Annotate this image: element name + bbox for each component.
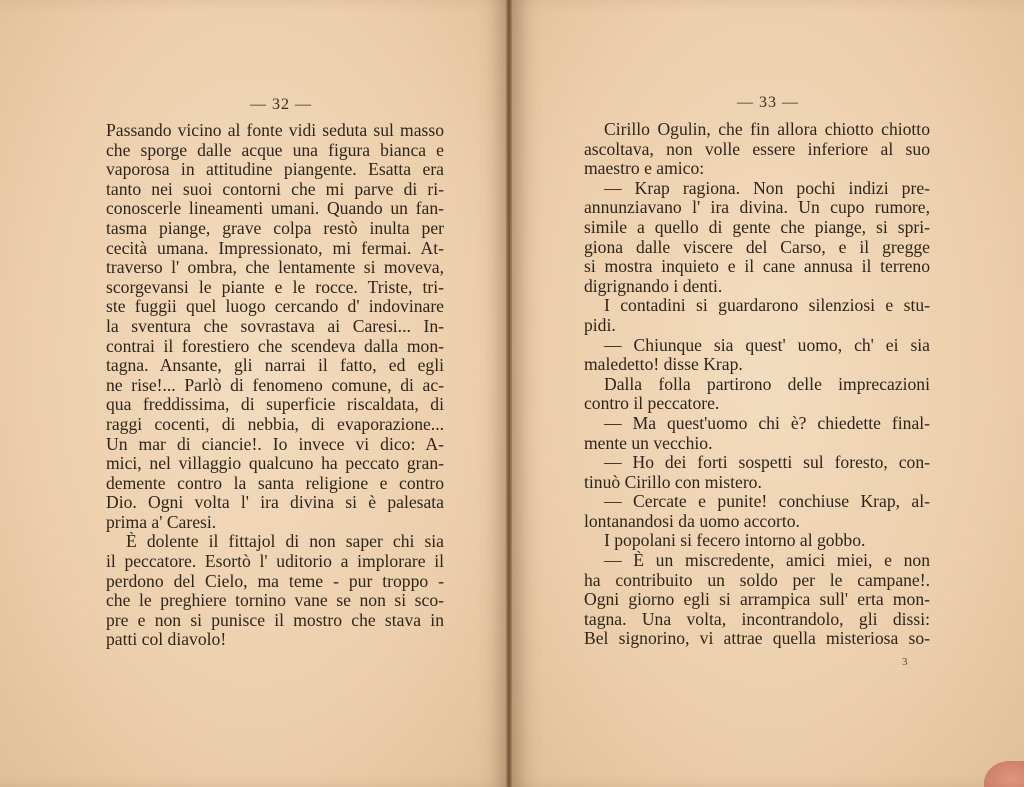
text-line: mici, nel villaggio qualcuno ha peccato gran- — [106, 454, 444, 474]
left-page-text — [106, 121, 444, 650]
text-line: tanto nei suoi contorni che mi parve di ri- — [106, 179, 444, 199]
text-line: scorgevansi le piante e le rocce. Triste, tri- — [106, 277, 444, 297]
text-line: il peccatore. Esortò l' uditorio a implorare il — [106, 552, 444, 572]
text-line: maledetto! disse Krap. — [584, 355, 743, 375]
text-line: — Cercate e punite! conchiuse Krap, al- — [604, 492, 930, 512]
text-line: cecità umana. Impressionato, mi fermai. At- — [106, 238, 444, 258]
text-line: conoscerle lineamenti umani. Quando un fan- — [106, 199, 444, 219]
text-line: Dio. Ogni volta l' ira divina si è palesata — [106, 493, 444, 513]
right-page-text — [584, 120, 930, 649]
text-line: ha contribuito un soldo per le campane!. — [584, 570, 930, 590]
book-gutter — [506, 0, 512, 787]
text-line: maestro e amico: — [584, 159, 705, 179]
text-line: che sporge dalle acque una figura bianca e — [106, 140, 444, 160]
text-line: I popolani si fecero intorno al gobbo. — [604, 531, 866, 551]
text-line: giona dalle viscere del Carso, e il gregge — [584, 237, 930, 257]
text-line: tinuò Cirillo con mistero. — [584, 472, 762, 492]
text-line: Ogni giorno egli si arrampica sull' erta mon- — [584, 590, 930, 610]
text-line: vaporosa in attitudine piangente. Esatta era — [106, 160, 444, 180]
text-line: — È un miscredente, amici miei, e non — [604, 551, 930, 571]
left-page — [0, 0, 508, 787]
text-line: lontanandosi da uomo accorto. — [584, 511, 800, 531]
text-line: — Chiunque sia quest' uomo, ch' ei sia — [604, 335, 930, 355]
text-line: I contadini si guardarono silenziosi e stu- — [604, 296, 930, 316]
right-page — [512, 0, 1024, 787]
text-line: Dalla folla partirono delle imprecazioni — [604, 374, 930, 394]
text-line: contro il peccatore. — [584, 394, 720, 414]
text-line: ascoltava, non volle essere inferiore al suo — [584, 139, 930, 159]
text-line: raggi cocenti, di nebbia, di evaporazione... — [106, 414, 444, 434]
text-line: mente un vecchio. — [584, 433, 713, 453]
text-line: — Ma quest'uomo chi è? chiedette final- — [604, 413, 930, 433]
text-line: — Ho dei forti sospetti sul foresto, con- — [604, 453, 930, 473]
text-line: la sventura che sovrastava ai Caresi... In- — [106, 316, 444, 336]
text-line: annunziavano l' ira divina. Un cupo rumore, — [584, 198, 930, 218]
text-line: pre e non si punisce il mostro che stava in — [106, 610, 444, 630]
text-line: tasma piange, grave colpa restò inulta per — [106, 218, 444, 238]
text-line: — Krap ragiona. Non pochi indizi pre- — [604, 178, 930, 198]
text-line: contrai il forestiero che scendeva dalla mon- — [106, 336, 444, 356]
text-line: qua freddissima, di superficie riscaldata, di — [106, 395, 444, 415]
text-line: tagna. Una volta, incontrandolo, gli dissi: — [584, 609, 930, 629]
text-line: tagna. Ansante, gli narrai il fatto, ed egli — [106, 356, 444, 376]
text-line: demente contro la santa religione e contro — [106, 473, 444, 493]
text-line: digrignando i denti. — [584, 276, 723, 296]
thumb-edge — [984, 761, 1024, 787]
text-line: perdono del Cielo, ma teme - pur troppo - — [106, 571, 444, 591]
text-line: È dolente il fittajol di non saper chi sia — [126, 532, 444, 552]
text-line: Cirillo Ogulin, che fin allora chiotto chiotto — [604, 120, 930, 139]
text-line: che le preghiere tornino vane se non si sco- — [106, 591, 444, 611]
text-line: patti col diavolo! — [106, 630, 227, 650]
text-line: prima a' Caresi. — [106, 512, 217, 532]
text-line: simile a quello di gente che piange, si spri- — [584, 217, 930, 237]
text-line: traverso l' ombra, che lentamente si moveva, — [106, 258, 444, 278]
text-line: Un mar di ciancie!. Io invece vi dico: A- — [106, 434, 444, 454]
text-line: ste fuggii quel luogo cercando d' indovinare — [106, 297, 444, 317]
text-line: Passando vicino al fonte vidi seduta sul masso — [106, 121, 444, 140]
text-line: si mostra inquieto e il cane annusa il terreno — [584, 257, 930, 277]
page-number-right: — 33 — — [737, 94, 799, 111]
page-number-left: — 32 — — [250, 96, 312, 113]
text-line: Bel signorino, vi attrae quella misteriosa so- — [584, 629, 930, 649]
signature-mark: 3 — [902, 656, 908, 668]
text-line: pidi. — [584, 315, 616, 335]
text-line: ne rise!... Parlò di fenomeno comune, di ac- — [106, 375, 444, 395]
